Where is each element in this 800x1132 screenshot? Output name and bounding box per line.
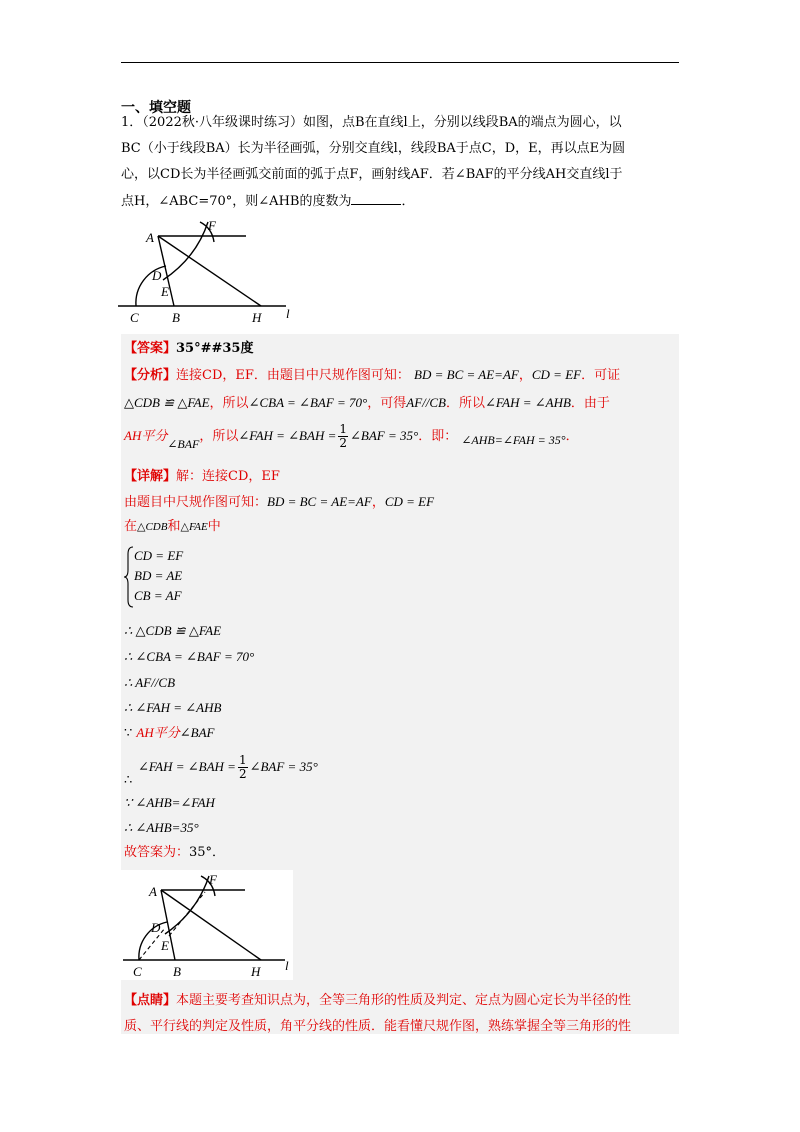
geometry-figure-question bbox=[116, 218, 296, 330]
section-title: 一、填空题 bbox=[121, 100, 191, 116]
label-f: F bbox=[208, 218, 216, 233]
comment-text-2: 质、平行线的判定及性质，角平分线的性质．能看懂尺规作图，熟练掌握全等三角形的性 bbox=[124, 1019, 632, 1034]
analysis-text-1a: 连接CD，EF．由题目中尺规作图可知： bbox=[176, 368, 410, 383]
analysis-eq-6: ∠FAH = ∠AHB bbox=[484, 395, 571, 410]
step-2: ∴ ∠CBA = ∠BAF = 70° bbox=[124, 649, 255, 664]
analysis-eq-3: △CDB ≌ △FAE bbox=[124, 395, 210, 410]
analysis-eq-9: ∠BAF = 35° bbox=[350, 428, 419, 443]
step-6 bbox=[124, 752, 318, 783]
step-6-eq-b: ∠BAF = 35° bbox=[249, 759, 318, 774]
detail-text-3c: 和 bbox=[167, 519, 181, 534]
answer-tag: 【答案】 bbox=[124, 341, 177, 356]
header-rule bbox=[121, 62, 679, 63]
comment-text-1: 本题主要考查知识点为，全等三角形的性质及判定、定点为圆心定长为半径的性 bbox=[176, 993, 632, 1008]
system-eq-1: CD = EF bbox=[134, 548, 184, 563]
analysis-text-3c: ，所以 bbox=[199, 429, 239, 444]
detail-eq-4: △FAE bbox=[180, 521, 208, 533]
arc-a bbox=[163, 222, 208, 280]
comment-line-1 bbox=[124, 992, 631, 1010]
step-6-frac-den: 2 bbox=[238, 767, 247, 781]
system-lines bbox=[134, 546, 183, 606]
step-6-eq-a: ∠FAH = ∠BAH = bbox=[138, 759, 236, 774]
detail-text-3a: 在 bbox=[124, 519, 138, 534]
detail-text-2a: 由题目中尺规作图可知： bbox=[124, 495, 268, 510]
analysis-eq-8: ∠FAH = ∠BAH = bbox=[238, 428, 337, 443]
step-3: ∴ AF//CB bbox=[124, 675, 176, 690]
detail-text-1: 解：连接CD，EF bbox=[176, 469, 280, 484]
final-answer-label: 故答案为： bbox=[124, 845, 190, 860]
question-line-4 bbox=[121, 192, 414, 211]
question-line-1: 1．（2022秋·八年级课时练习）如图，点B在直线l上，分别以线段BA的端点为圆心，以 bbox=[121, 115, 622, 130]
analysis-eq-5: AF//CB bbox=[406, 395, 446, 410]
analysis-line-1 bbox=[124, 366, 620, 385]
analysis-text-3h: ． bbox=[565, 429, 579, 444]
step-6-fraction bbox=[238, 754, 248, 781]
analysis-text-3f: ．即： bbox=[418, 429, 458, 444]
comment-tag: 【点睛】 bbox=[124, 993, 177, 1008]
analysis-eq-4: ∠CBA = ∠BAF = 70° bbox=[248, 395, 368, 410]
system-eq-3: CB = AF bbox=[134, 588, 182, 603]
analysis-fraction bbox=[338, 423, 348, 450]
analysis-text-3a: AH平分 bbox=[124, 428, 168, 443]
question-line-2: BC（小于线段BA）长为半径画弧，分别交直线l，线段BA于点C，D，E，再以点E为圆 bbox=[121, 141, 626, 156]
analysis-text-2d: ，可得 bbox=[367, 396, 407, 411]
analysis-frac-den: 2 bbox=[339, 436, 347, 450]
label-c: C bbox=[130, 310, 139, 325]
left-brace bbox=[124, 546, 134, 608]
step-5-eq: ∠BAF bbox=[179, 725, 215, 740]
answer-value: 35°##35度 bbox=[176, 341, 254, 356]
analysis-frac-num: 1 bbox=[339, 422, 347, 436]
detail-text-3e: 中 bbox=[207, 519, 221, 534]
detail-eq-3: △CDB bbox=[137, 521, 168, 533]
step-8: ∴ ∠AHB=35° bbox=[124, 820, 199, 835]
analysis-text-1c: ， bbox=[518, 368, 532, 383]
label-e: E bbox=[161, 284, 169, 299]
analysis-text-2b: ，所以 bbox=[209, 396, 249, 411]
detail-text-2c: ， bbox=[371, 495, 385, 510]
answer-line bbox=[124, 340, 253, 358]
label-l: l bbox=[286, 306, 290, 321]
final-answer bbox=[124, 844, 225, 862]
segment-ah bbox=[158, 236, 261, 306]
svg-text:F: F bbox=[209, 872, 217, 887]
svg-text:H: H bbox=[251, 964, 261, 979]
analysis-text-2h: ．由于 bbox=[570, 396, 610, 411]
final-answer-value: 35°． bbox=[189, 845, 226, 860]
step-5 bbox=[124, 724, 214, 743]
analysis-eq-10: ∠AHB=∠FAH = 35° bbox=[461, 433, 566, 447]
svg-text:l: l bbox=[285, 958, 289, 973]
detail-tag: 【详解】 bbox=[124, 469, 177, 484]
analysis-text-2f: ．所以 bbox=[445, 396, 485, 411]
detail-line-3 bbox=[124, 518, 221, 536]
step-6-therefore: ∴ bbox=[124, 773, 133, 788]
analysis-eq-2: CD = EF bbox=[531, 367, 582, 382]
step-6-frac-num: 1 bbox=[238, 753, 247, 767]
question-line-3: 心，以CD长为半径画弧交前面的弧于点F，画射线AF．若∠BAF的平分线AH交直线l于 bbox=[121, 167, 623, 182]
detail-line-1 bbox=[124, 468, 280, 486]
svg-text:D: D bbox=[151, 920, 161, 935]
analysis-eq-1: BD = BC = AE=AF bbox=[414, 367, 519, 382]
label-h: H bbox=[252, 310, 262, 325]
analysis-line-3 bbox=[124, 420, 579, 460]
detail-eq-2: CD = EF bbox=[384, 494, 435, 509]
geometry-figure-solution bbox=[121, 870, 293, 980]
detail-line-2 bbox=[124, 493, 434, 512]
analysis-tag: 【分析】 bbox=[124, 368, 177, 383]
system-eq-2: BD = AE bbox=[134, 568, 183, 583]
step-7: ∵ ∠AHB=∠FAH bbox=[124, 795, 215, 810]
question-line-4-end: ． bbox=[401, 194, 415, 209]
analysis-text-1e: ．可证 bbox=[581, 368, 621, 383]
svg-text:C: C bbox=[133, 964, 142, 979]
step-1: ∴ △CDB ≌ △FAE bbox=[124, 623, 222, 638]
step-4: ∴ ∠FAH = ∠AHB bbox=[124, 700, 222, 715]
svg-text:A: A bbox=[149, 884, 157, 899]
label-b: B bbox=[172, 310, 180, 325]
analysis-line-2 bbox=[124, 394, 610, 413]
because-symbol: ∵ bbox=[124, 726, 133, 741]
analysis-eq-7: ∠BAF bbox=[167, 437, 200, 451]
step-5-text: AH平分 bbox=[136, 725, 180, 740]
label-d: D bbox=[152, 268, 162, 283]
svg-text:E: E bbox=[161, 938, 169, 953]
comment-line-2 bbox=[124, 1018, 631, 1036]
detail-eq-1: BD = BC = AE=AF bbox=[267, 494, 372, 509]
label-a: A bbox=[146, 230, 154, 245]
question-line-4-text: 点H，∠ABC=70°，则∠AHB的度数为 bbox=[121, 194, 352, 209]
svg-text:B: B bbox=[173, 964, 181, 979]
answer-blank bbox=[351, 192, 401, 205]
